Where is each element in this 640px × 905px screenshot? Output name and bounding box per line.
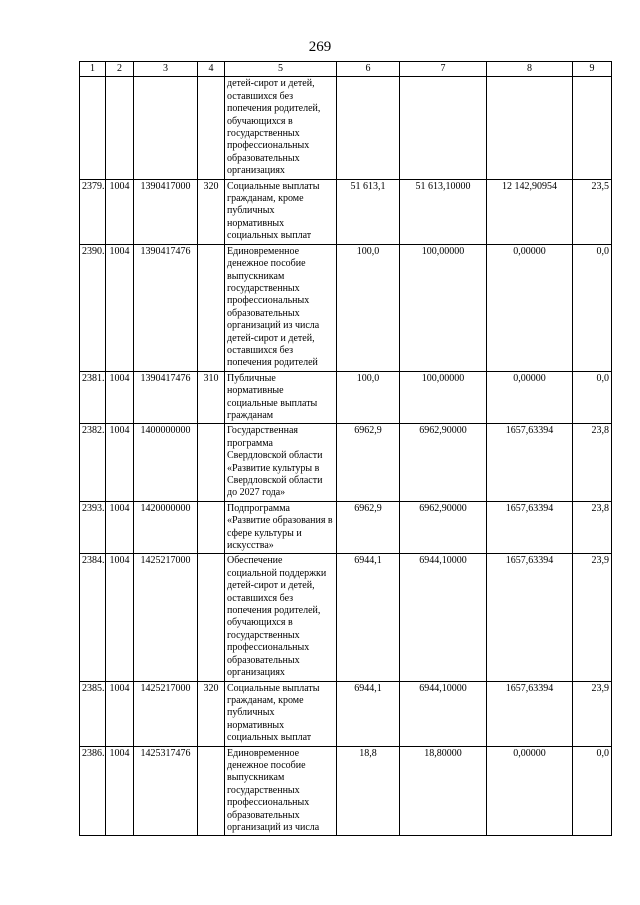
row-number: 2384. bbox=[80, 554, 106, 681]
executed-amount: 1657,63394 bbox=[487, 554, 573, 681]
row-number: 2379. bbox=[80, 179, 106, 244]
clarified-amount: 51 613,10000 bbox=[400, 179, 487, 244]
approved-amount: 100,0 bbox=[337, 371, 400, 424]
table-row bbox=[80, 244, 612, 371]
clarified-amount: 18,80000 bbox=[400, 746, 487, 836]
column-header: 8 bbox=[487, 62, 573, 77]
target-article-code: 1390417476 bbox=[134, 244, 198, 371]
page-number: 269 bbox=[308, 39, 332, 55]
approved-amount: 6944,1 bbox=[337, 554, 400, 681]
target-article-code: 1425317476 bbox=[134, 746, 198, 836]
execution-percent: 23,9 bbox=[573, 554, 612, 681]
section-code: 1004 bbox=[106, 424, 134, 501]
executed-amount: 0,00000 bbox=[487, 371, 573, 424]
expense-type-code: 310 bbox=[198, 371, 225, 424]
approved-amount: 6944,1 bbox=[337, 681, 400, 746]
clarified-amount: 6944,10000 bbox=[400, 554, 487, 681]
executed-amount: 1657,63394 bbox=[487, 681, 573, 746]
execution-percent: 23,5 bbox=[573, 179, 612, 244]
item-name: Публичные нормативные социальные выплаты гражданам bbox=[225, 371, 337, 424]
row-number: 2385. bbox=[80, 681, 106, 746]
expense-type-code bbox=[198, 244, 225, 371]
table-row bbox=[80, 371, 612, 424]
target-article-code: 1390417476 bbox=[134, 371, 198, 424]
column-number-row bbox=[80, 62, 612, 77]
target-article-code: 1425217000 bbox=[134, 554, 198, 681]
row-number: 2393. bbox=[80, 501, 106, 554]
item-name: Единовременное денежное пособие выпускникам государственных профессиональных образовательных организаций из числа bbox=[225, 746, 337, 836]
expense-type-code bbox=[198, 77, 225, 179]
table-row bbox=[80, 746, 612, 836]
column-header: 4 bbox=[198, 62, 225, 77]
column-header: 5 bbox=[225, 62, 337, 77]
section-code: 1004 bbox=[106, 501, 134, 554]
clarified-amount bbox=[400, 77, 487, 179]
executed-amount: 1657,63394 bbox=[487, 501, 573, 554]
approved-amount bbox=[337, 77, 400, 179]
table-row bbox=[80, 554, 612, 681]
column-header: 1 bbox=[80, 62, 106, 77]
execution-percent: 0,0 bbox=[573, 244, 612, 371]
item-name: Социальные выплаты гражданам, кроме публичных нормативных социальных выплат bbox=[225, 681, 337, 746]
table-row bbox=[80, 681, 612, 746]
clarified-amount: 6962,90000 bbox=[400, 424, 487, 501]
column-header: 9 bbox=[573, 62, 612, 77]
expense-type-code: 320 bbox=[198, 681, 225, 746]
row-number: 2386. bbox=[80, 746, 106, 836]
approved-amount: 6962,9 bbox=[337, 424, 400, 501]
execution-percent: 0,0 bbox=[573, 371, 612, 424]
section-code: 1004 bbox=[106, 746, 134, 836]
target-article-code: 1425217000 bbox=[134, 681, 198, 746]
item-name: детей-сирот и детей, оставшихся без попечения родителей, обучающихся в государственных профессиональных образовательных организациях bbox=[225, 77, 337, 179]
clarified-amount: 100,00000 bbox=[400, 371, 487, 424]
target-article-code: 1420000000 bbox=[134, 501, 198, 554]
item-name: Обеспечение социальной поддержки детей-сирот и детей, оставшихся без попечения родителей, обучающихся в государственных профессиональных образовательных организациях bbox=[225, 554, 337, 681]
clarified-amount: 100,00000 bbox=[400, 244, 487, 371]
section-code: 1004 bbox=[106, 681, 134, 746]
column-header: 3 bbox=[134, 62, 198, 77]
executed-amount: 0,00000 bbox=[487, 746, 573, 836]
table-row bbox=[80, 179, 612, 244]
section-code: 1004 bbox=[106, 179, 134, 244]
row-number: 2382. bbox=[80, 424, 106, 501]
table-row bbox=[80, 77, 612, 179]
expense-type-code bbox=[198, 424, 225, 501]
section-code bbox=[106, 77, 134, 179]
expense-type-code bbox=[198, 554, 225, 681]
expense-type-code bbox=[198, 746, 225, 836]
executed-amount: 0,00000 bbox=[487, 244, 573, 371]
approved-amount: 100,0 bbox=[337, 244, 400, 371]
section-code: 1004 bbox=[106, 244, 134, 371]
section-code: 1004 bbox=[106, 554, 134, 681]
target-article-code: 1400000000 bbox=[134, 424, 198, 501]
row-number: 2390. bbox=[80, 244, 106, 371]
executed-amount bbox=[487, 77, 573, 179]
column-header: 6 bbox=[337, 62, 400, 77]
clarified-amount: 6944,10000 bbox=[400, 681, 487, 746]
table-row bbox=[80, 424, 612, 501]
target-article-code bbox=[134, 77, 198, 179]
expense-type-code bbox=[198, 501, 225, 554]
execution-percent bbox=[573, 77, 612, 179]
table-row bbox=[80, 501, 612, 554]
target-article-code: 1390417000 bbox=[134, 179, 198, 244]
clarified-amount: 6962,90000 bbox=[400, 501, 487, 554]
item-name: Государственная программа Свердловской области «Развитие культуры в Свердловской области до 2027 года» bbox=[225, 424, 337, 501]
approved-amount: 18,8 bbox=[337, 746, 400, 836]
item-name: Социальные выплаты гражданам, кроме публичных нормативных социальных выплат bbox=[225, 179, 337, 244]
section-code: 1004 bbox=[106, 371, 134, 424]
execution-percent: 23,9 bbox=[573, 681, 612, 746]
item-name: Подпрограмма «Развитие образования в сфере культуры и искусства» bbox=[225, 501, 337, 554]
column-header: 7 bbox=[400, 62, 487, 77]
row-number bbox=[80, 77, 106, 179]
item-name: Единовременное денежное пособие выпускникам государственных профессиональных образовательных организаций из числа детей-сирот и детей, оставшихся без попечения родителей bbox=[225, 244, 337, 371]
executed-amount: 12 142,90954 bbox=[487, 179, 573, 244]
execution-percent: 0,0 bbox=[573, 746, 612, 836]
execution-percent: 23,8 bbox=[573, 501, 612, 554]
approved-amount: 6962,9 bbox=[337, 501, 400, 554]
budget-table bbox=[79, 61, 612, 836]
column-header: 2 bbox=[106, 62, 134, 77]
expense-type-code: 320 bbox=[198, 179, 225, 244]
execution-percent: 23,8 bbox=[573, 424, 612, 501]
executed-amount: 1657,63394 bbox=[487, 424, 573, 501]
approved-amount: 51 613,1 bbox=[337, 179, 400, 244]
row-number: 2381. bbox=[80, 371, 106, 424]
